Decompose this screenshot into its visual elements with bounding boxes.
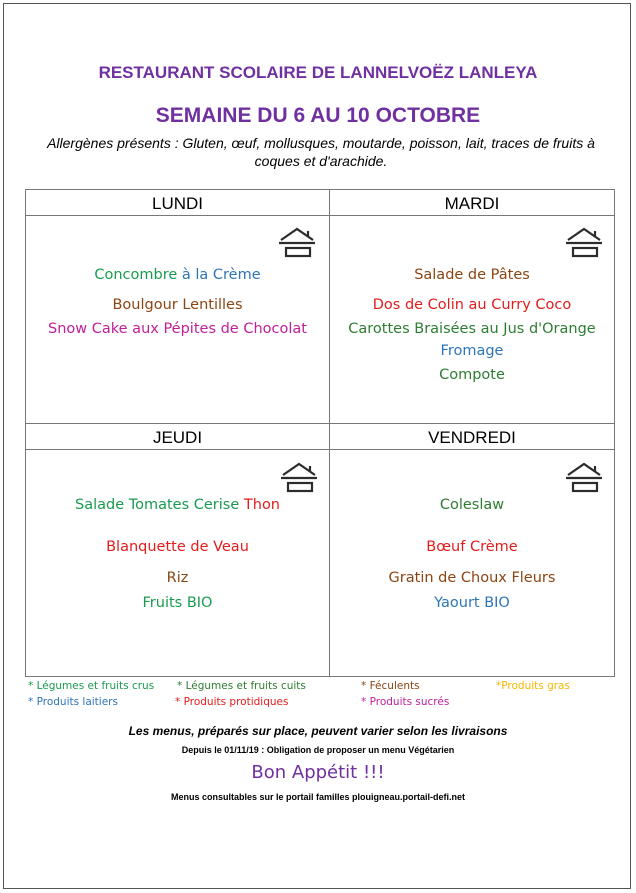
week-title: SEMAINE DU 6 AU 10 OCTOBRE xyxy=(155,104,481,127)
dish-thursday-1 xyxy=(26,497,329,513)
vegetarian-note: Depuis le 01/11/19 : Obligation de proposer un menu Végétarien xyxy=(181,745,455,755)
dish-friday-2: Bœuf Crème xyxy=(426,539,518,555)
legend-sugar: * Produits sucrés xyxy=(361,696,450,708)
day-header-thursday: JEUDI xyxy=(152,428,203,447)
dish-monday-1-part-b: à la Crème xyxy=(181,267,261,283)
dish-thursday-3: Riz xyxy=(166,570,189,586)
dish-monday-1-part-a: Concombre xyxy=(94,267,182,283)
day-header-tuesday: MARDI xyxy=(444,194,500,213)
restaurant-title: RESTAURANT SCOLAIRE DE LANNELVOËZ LANLEYA xyxy=(98,63,538,82)
homemade-house-icon xyxy=(281,461,317,493)
homemade-house-icon xyxy=(279,226,315,258)
dish-thursday-1-part-a: Salade Tomates Cerise xyxy=(74,497,244,513)
dish-thursday-4: Fruits BIO xyxy=(142,595,213,611)
dish-tuesday-2: Dos de Colin au Curry Coco xyxy=(372,297,572,313)
dish-tuesday-1: Salade de Pâtes xyxy=(414,267,530,283)
legend-raw: * Légumes et fruits crus xyxy=(28,680,155,692)
homemade-house-icon xyxy=(566,226,602,258)
dish-friday-3: Gratin de Choux Fleurs xyxy=(388,570,556,586)
dish-friday-1: Coleslaw xyxy=(439,497,505,513)
dish-tuesday-3: Carottes Braisées au Jus d'Orange xyxy=(348,321,596,337)
dish-thursday-2: Blanquette de Veau xyxy=(106,539,249,555)
day-header-monday: LUNDI xyxy=(151,194,203,213)
delivery-note: Les menus, préparés sur place, peuvent varier selon les livraisons xyxy=(128,724,508,738)
bon-appetit: Bon Appétit !!! xyxy=(251,762,385,783)
legend-cooked: * Légumes et fruits cuits xyxy=(177,680,306,692)
legend-dairy: * Produits laitiers xyxy=(28,696,118,708)
dish-friday-4: Yaourt BIO xyxy=(434,595,510,611)
dish-tuesday-5: Compote xyxy=(439,367,505,383)
dish-tuesday-4: Fromage xyxy=(440,343,504,359)
allergens-note: Allergènes présents : Gluten, œuf, mollusques, moutarde, poisson, lait, traces de fruits à coques et d'arachide. xyxy=(47,135,595,169)
dish-monday-2: Boulgour Lentilles xyxy=(112,297,243,313)
homemade-house-icon xyxy=(566,461,602,493)
dish-monday-3: Snow Cake aux Pépites de Chocolat xyxy=(48,321,307,337)
dish-monday-1 xyxy=(26,267,329,283)
dish-thursday-1-part-b: Thon xyxy=(243,497,280,513)
portal-note: Menus consultables sur le portail familles plouigneau.portail-defi.net xyxy=(170,792,466,802)
day-header-friday: VENDREDI xyxy=(428,428,516,447)
legend-fat: *Produits gras xyxy=(496,680,570,692)
legend-protein: * Produits protidiques xyxy=(175,696,289,708)
legend-starch: * Féculents xyxy=(361,680,420,692)
